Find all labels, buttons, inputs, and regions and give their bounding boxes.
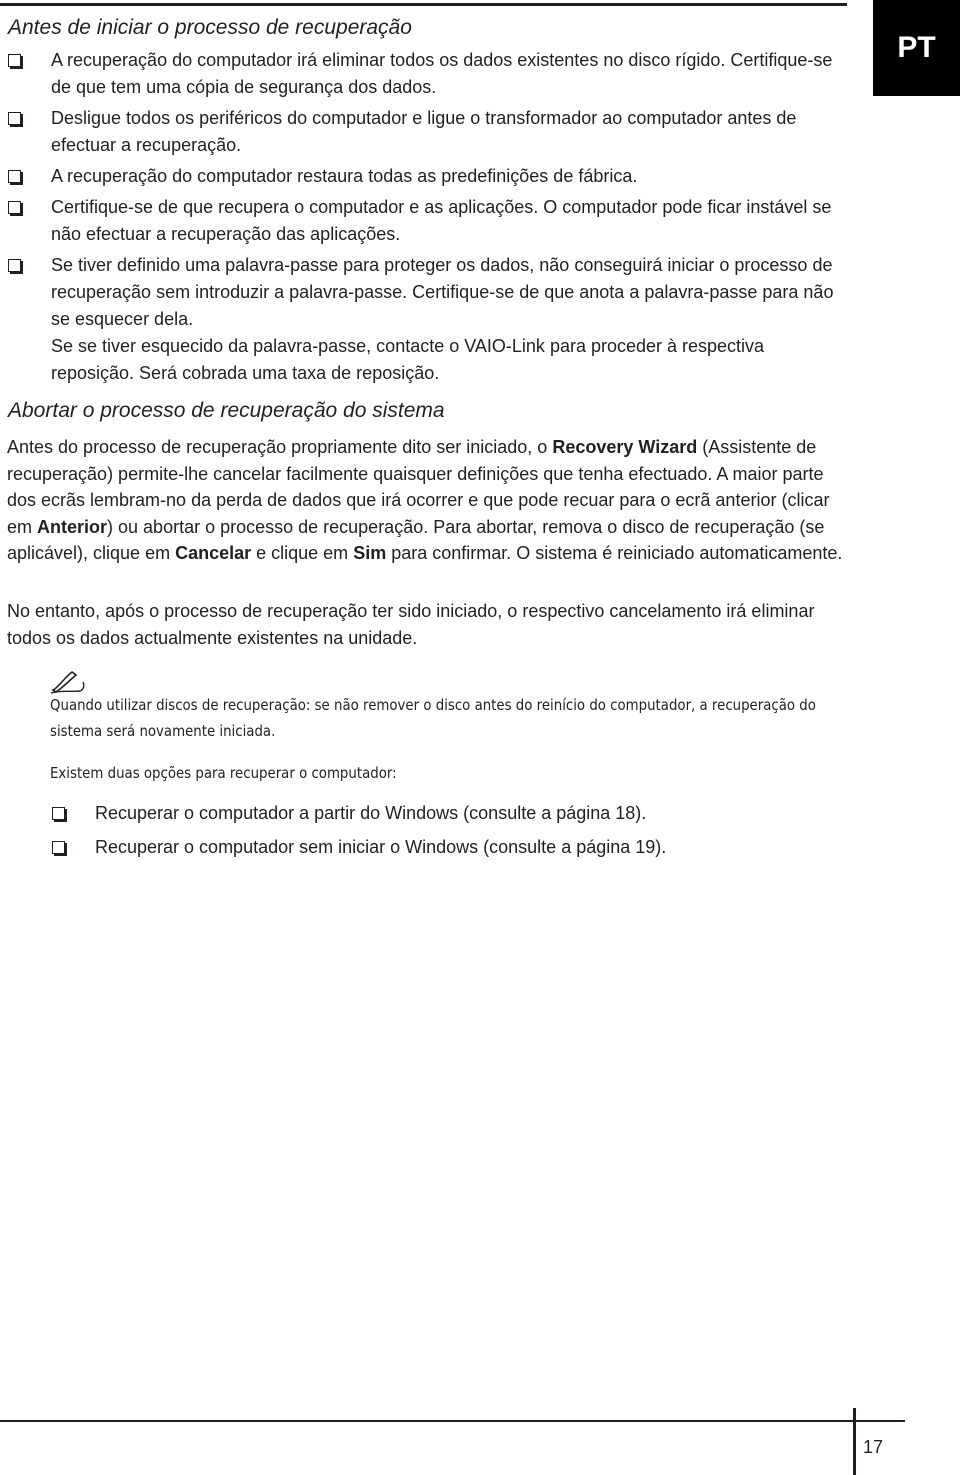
- pencil-note-icon: [50, 668, 90, 694]
- list-item: Se tiver definido uma palavra-passe para proteger os dados, não conseguirá iniciar o processo de recuperação sem introduzir a palavra-passe. Certifique-se de que anota a palavra-passe para não se esquecer dela. Se se tiver esquecido da palavra-passe, contacte o VAIO-Link para proceder à respectiva reposição. Será cobrada uma taxa de reposição.: [8, 252, 848, 387]
- section-heading-before-recovery: Antes de iniciar o processo de recuperação: [8, 16, 412, 39]
- language-tab: PT: [873, 0, 960, 96]
- top-rule: [0, 3, 847, 6]
- recovery-disc-note: Quando utilizar discos de recuperação: se não remover o disco antes do reinício do computador, a recuperação do sistema será novamente iniciada.: [50, 696, 816, 740]
- checkbox-bullet-icon: [52, 807, 65, 820]
- checkbox-bullet-icon: [8, 259, 21, 272]
- cancel-warning-paragraph: No entanto, após o processo de recuperação ter sido iniciado, o respectivo cancelamento irá eliminar todos os dados actualmente existentes na unidade.: [7, 601, 815, 648]
- list-item: Recuperar o computador sem iniciar o Windows (consulte a página 19).: [52, 834, 842, 860]
- recovery-options-list: [52, 800, 842, 868]
- list-item: A recuperação do computador irá eliminar todos os dados existentes no disco rígido. Certifique-se de que tem uma cópia de segurança dos dados.: [8, 47, 848, 101]
- options-intro: Existem duas opções para recuperar o computador:: [50, 764, 397, 782]
- footer-divider: [853, 1408, 856, 1475]
- checkbox-bullet-icon: [8, 170, 21, 183]
- page-number: 17: [863, 1437, 884, 1457]
- list-item: Desligue todos os periféricos do computador e ligue o transformador ao computador antes de efectuar a recuperação.: [8, 105, 848, 159]
- anterior-label: Anterior: [37, 516, 108, 537]
- checkbox-bullet-icon: [8, 112, 21, 125]
- precautions-list: [8, 47, 848, 387]
- cancelar-label: Cancelar: [175, 543, 252, 563]
- checkbox-bullet-icon: [8, 201, 21, 214]
- abort-paragraph: Antes do processo de recuperação propriamente dito ser iniciado, o Recovery Wizard (Assistente de recuperação) permite-lhe cancelar facilmente quaisquer definições que tenha efectuado. A maior parte dos ecrãs lembram-no da perda de dados que irá ocorrer e que pode recuar para o ecrã anterior (clicar em Anterior) ou abortar o processo de recuperação. Para abortar, remova o disco de recuperação (se aplicável), clique em Cancelar e clique em Sim para confirmar. O sistema é reiniciado automaticamente.: [7, 437, 843, 563]
- sim-label: Sim: [353, 543, 387, 563]
- checkbox-bullet-icon: [52, 841, 65, 854]
- checkbox-bullet-icon: [8, 54, 21, 67]
- section-heading-abort-recovery: Abortar o processo de recuperação do sistema: [8, 399, 445, 422]
- list-item: Certifique-se de que recupera o computador e as aplicações. O computador pode ficar instável se não efectuar a recuperação das aplicações.: [8, 194, 848, 248]
- list-item: A recuperação do computador restaura todas as predefinições de fábrica.: [8, 163, 848, 190]
- footer-rule: [0, 1420, 905, 1422]
- password-reset-note: Se se tiver esquecido da palavra-passe, contacte o VAIO-Link para proceder à respectiva reposição. Será cobrada uma taxa de reposição.: [51, 336, 765, 383]
- recovery-wizard-label: Recovery Wizard: [552, 437, 698, 457]
- list-item: Recuperar o computador a partir do Windows (consulte a página 18).: [52, 800, 842, 826]
